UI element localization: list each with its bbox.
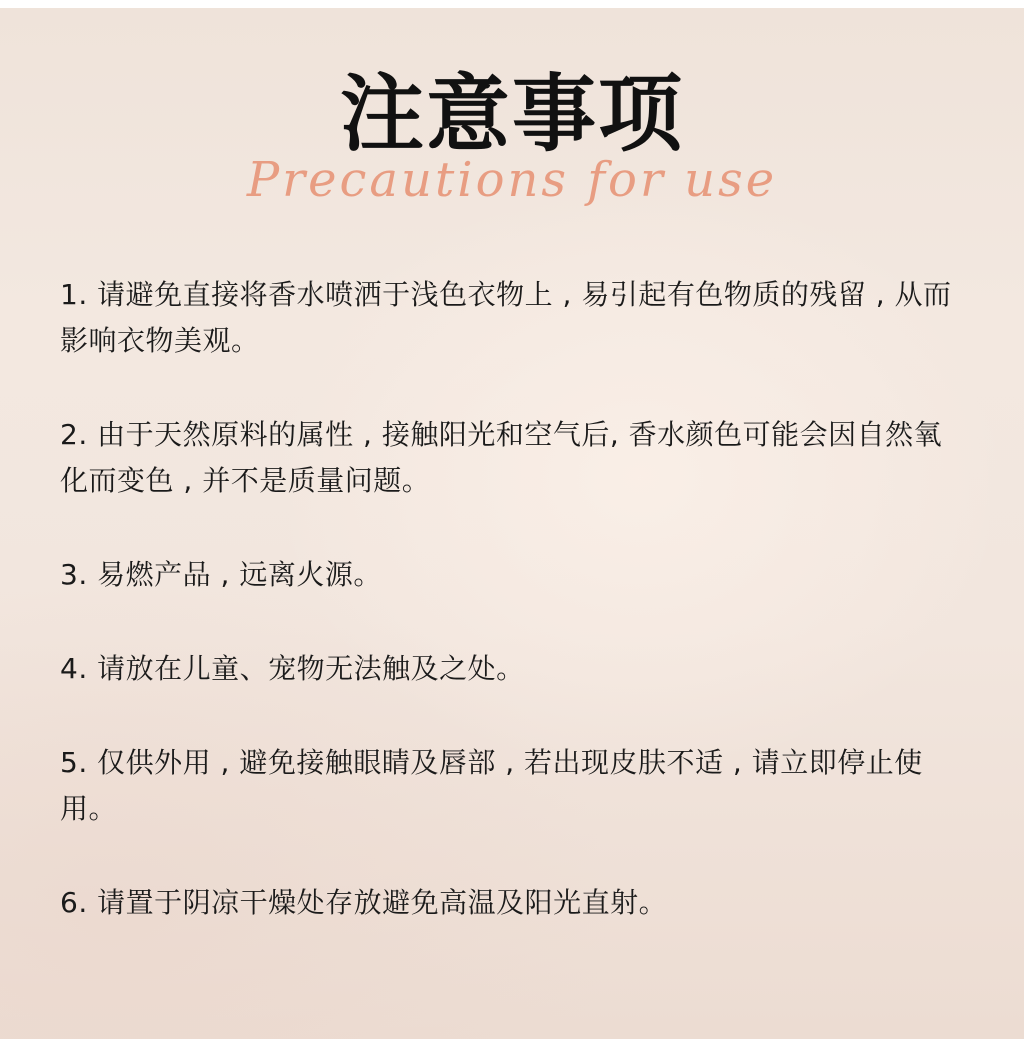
precautions-list xyxy=(60,272,970,974)
precaution-item-5: 5. 仅供外用 , 避免接触眼睛及唇部 , 若出现皮肤不适 , 请立即停止使用。 xyxy=(60,746,923,825)
precaution-item-4: 4. 请放在儿童、宠物无法触及之处。 xyxy=(60,652,525,685)
page-subtitle: Precautions for use xyxy=(246,152,778,208)
content-panel xyxy=(0,8,1024,1039)
precaution-item-1: 1. 请避免直接将香水喷洒于浅色衣物上 , 易引起有色物质的残留 , 从而影响衣物美观。 xyxy=(60,278,952,357)
page-title: 注意事项 xyxy=(339,64,684,163)
precaution-item-2: 2. 由于天然原料的属性 , 接触阳光和空气后, 香水颜色可能会因自然氧化而变色 , 并不是质量问题。 xyxy=(60,418,943,497)
precaution-item-6: 6. 请置于阴凉干燥处存放避免高温及阳光直射。 xyxy=(60,886,668,919)
precaution-item-3: 3. 易燃产品 , 远离火源。 xyxy=(60,558,382,591)
